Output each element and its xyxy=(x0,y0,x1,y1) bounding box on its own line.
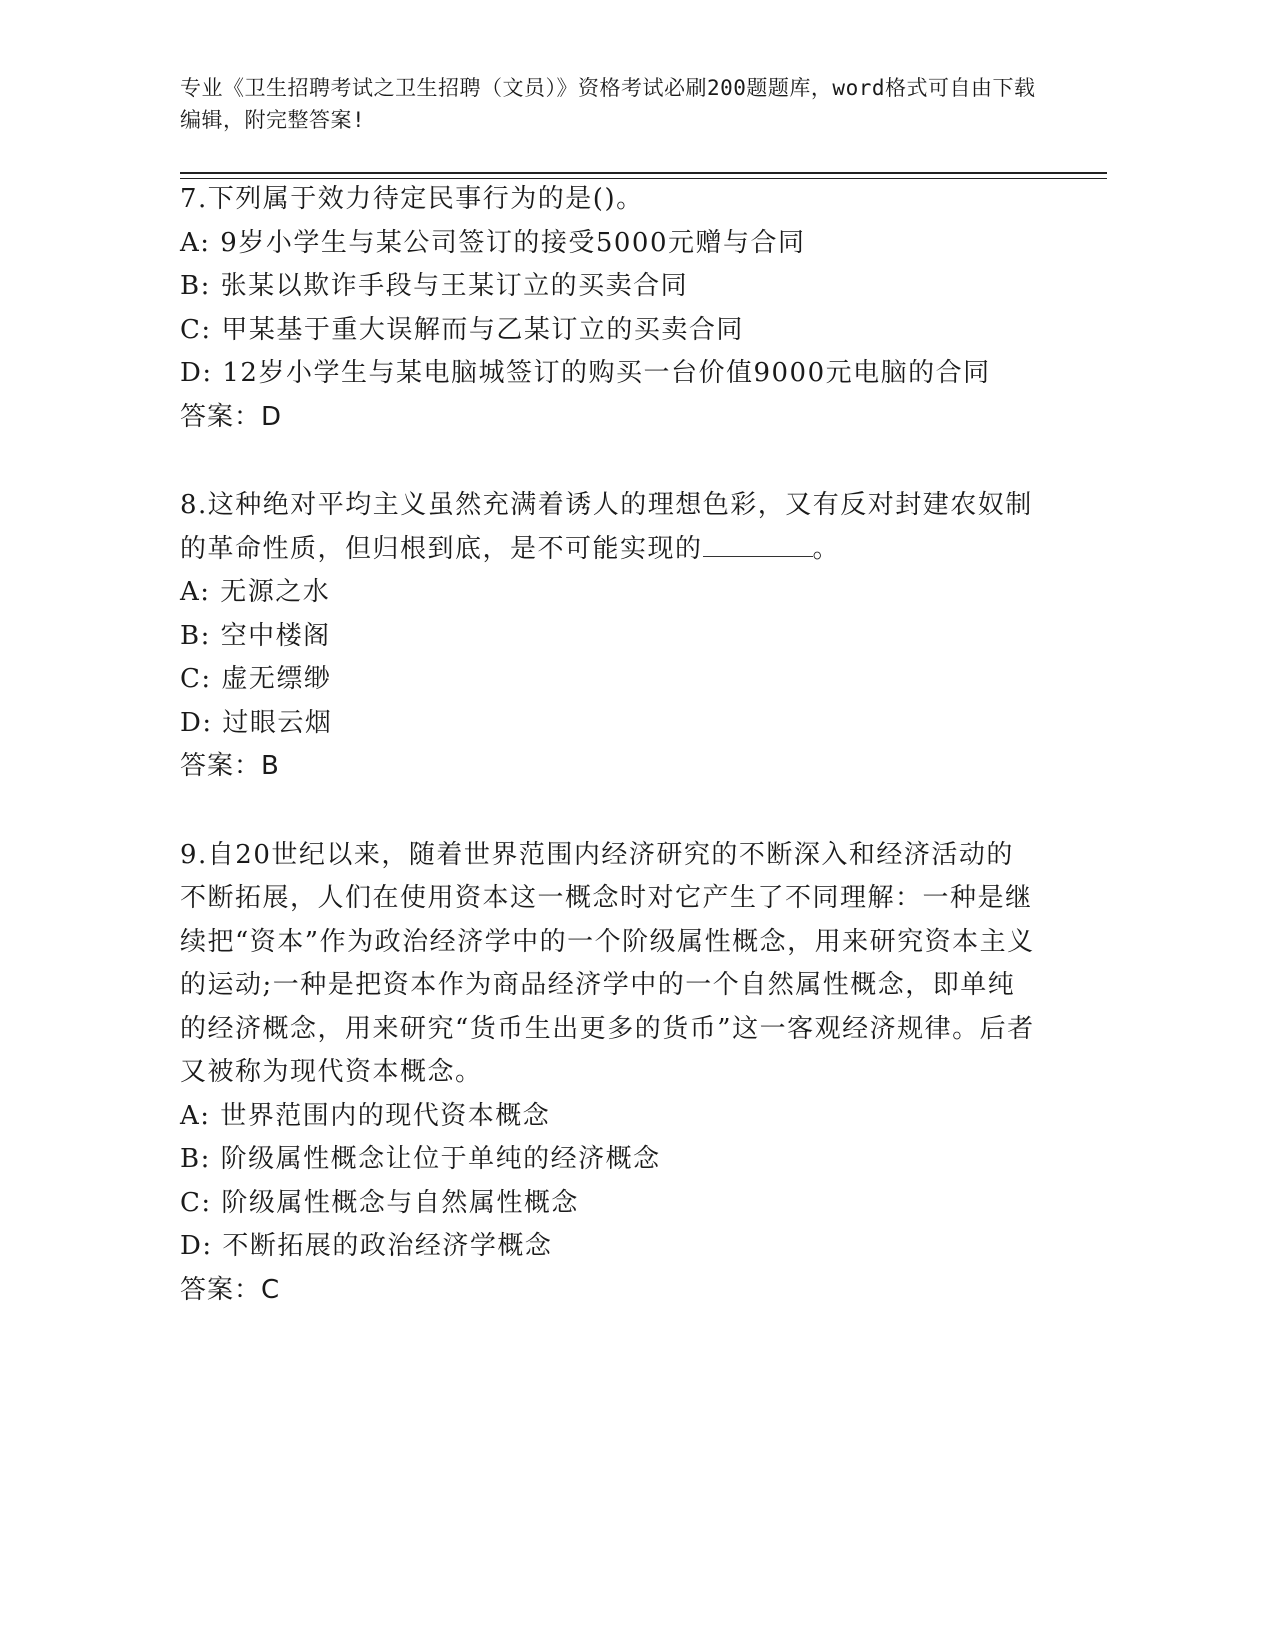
option-d: D: 过眼云烟 xyxy=(180,707,333,738)
question-8 xyxy=(180,484,1040,789)
option-c: C: 虚无缥缈 xyxy=(180,664,332,694)
question-text: 7.下列属于效力待定民事行为的是()。 xyxy=(180,184,644,214)
question-7 xyxy=(180,178,1040,439)
option-d: D: 12岁小学生与某电脑城签订的购买一台价值9000元电脑的合同 xyxy=(180,358,991,388)
option-b: B: 空中楼阁 xyxy=(180,620,331,651)
question-text: 9.自20世纪以来，随着世界范围内经济研究的不断深入和经济活动的不断拓展，人们在使用资本这一概念时对它产生了不同理解：一种是继续把“资本”作为政治经济学中的一个阶级属性概念，用来研究资本主义的运动;一种是把资本作为商品经济学中的一个自然属性概念，即单纯的经济概念，用来研究“货币生出更多的货币”这一客观经济规律。后者又被称为现代资本概念。 xyxy=(180,839,1035,1087)
option-b: B: 阶级属性概念让位于单纯的经济概念 xyxy=(180,1144,661,1174)
option-b: B: 张某以欺诈手段与王某订立的买卖合同 xyxy=(180,271,689,301)
header-divider-thick xyxy=(180,172,1107,174)
question-text xyxy=(180,484,1040,571)
fill-in-blank xyxy=(703,536,813,557)
question-9 xyxy=(180,834,1040,1313)
option-a: A: 世界范围内的现代资本概念 xyxy=(180,1100,551,1131)
answer: 答案：B xyxy=(180,751,280,781)
question-text-end: 。 xyxy=(812,533,841,564)
option-a: A: 无源之水 xyxy=(180,577,331,607)
question-list xyxy=(180,178,1040,1357)
answer: 答案：C xyxy=(180,1274,281,1305)
answer: 答案：D xyxy=(180,401,283,432)
header-text: 专业《卫生招聘考试之卫生招聘（文员）》资格考试必刷200题题库，word格式可自由下载编辑，附完整答案! xyxy=(180,76,1036,132)
option-c: C: 甲某基于重大误解而与乙某订立的买卖合同 xyxy=(180,314,744,345)
option-c: C: 阶级属性概念与自然属性概念 xyxy=(180,1187,579,1218)
option-a: A: 9岁小学生与某公司签订的接受5000元赠与合同 xyxy=(180,227,806,258)
question-text-main: 8.这种绝对平均主义虽然充满着诱人的理想色彩，又有反对封建农奴制的革命性质，但归根到底，是不可能实现的 xyxy=(180,490,1033,564)
option-d: D: 不断拓展的政治经济学概念 xyxy=(180,1231,553,1261)
document-header xyxy=(180,72,1040,136)
